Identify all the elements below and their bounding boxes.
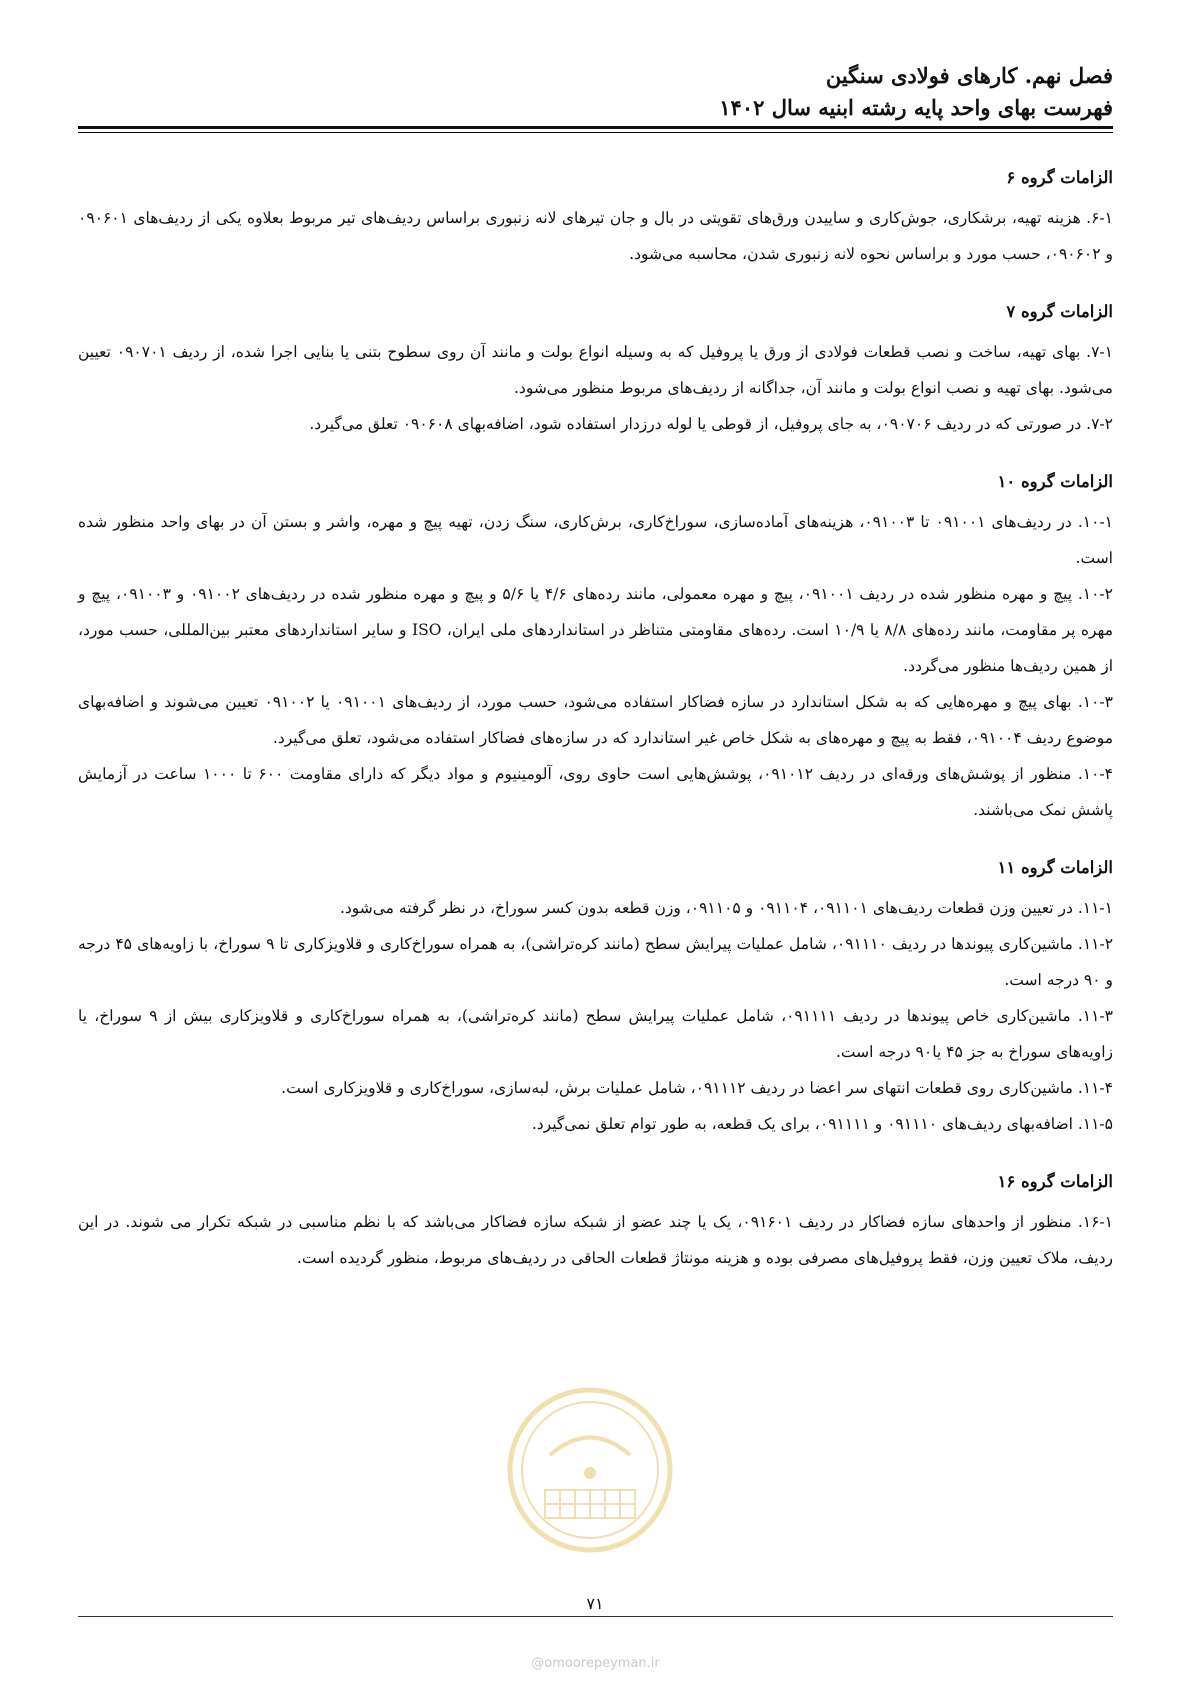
paragraph-item: ۷-۱. بهای تهیه، ساخت و نصب قطعات فولادی از ورق یا پروفیل که به وسیله انواع بولت و مانند آن روی سطوح بتنی یا بنایی اجرا شده، از ردیف ۰۹۰۷۰۱ تعیین می‌شود. بهای تهیه و نصب انواع بولت و مانند آن، جداگانه از ردیف‌های مربوط منظور می‌شود. [78, 343, 1113, 397]
paragraph-item: ۱۶-۱. منظور از واحدهای سازه فضاکار در ردیف ۰۹۱۶۰۱، یک یا چند عضو از شبکه سازه فضاکار می‌باشد که با نظم مناسبی در شبکه تکرار می شوند. در این ردیف، ملاک تعیین وزن، فقط پروفیل‌های مصرفی بوده و هزینه مونتاژ قطعات الحاقی در ردیف‌های مربوط، منظور گردیده است. [78, 1213, 1113, 1267]
paragraph-item: ۱۱-۱. در تعیین وزن قطعات ردیف‌های ۰۹۱۱۰۱، ۰۹۱۱۰۴ و ۰۹۱۱۰۵، وزن قطعه بدون کسر سوراخ، در نظر گرفته می‌شود. [339, 899, 1113, 917]
paragraph-item: ۱۰-۴. منظور از پوشش‌های ورقه‌ای در ردیف ۰۹۱۰۱۲، پوشش‌هایی است حاوی روی، آلومینیوم و مواد دیگر که دارای مقاومت ۶۰۰ تا ۱۰۰۰ ساعت در آزمایش پاشش نمک می‌باشند. [78, 765, 1113, 819]
paragraph-item: ۱۱-۵. اضافه‌بهای ردیف‌های ۰۹۱۱۱۰ و ۰۹۱۱۱۱، برای یک قطعه، به طور توام تعلق نمی‌گیرد. [531, 1115, 1113, 1133]
header-rule-thin [78, 132, 1113, 133]
section-group-6 [78, 160, 1113, 272]
section-title: الزامات گروه ۶ [1006, 168, 1113, 187]
section-title: الزامات گروه ۷ [1006, 302, 1113, 321]
section-group-10 [78, 464, 1113, 828]
section-group-7 [78, 294, 1113, 442]
page-number: ۷۱ [586, 1594, 604, 1613]
paragraph-item: ۱۱-۳. ماشین‌کاری خاص پیوندها در ردیف ۰۹۱۱۱۱، شامل عملیات پیرایش سطح (مانند کره‌تراشی)، به همراه سوراخ‌کاری و قلاویزکاری بیش از ۹ سوراخ، یا زاویه‌های سوراخ به جز ۴۵ یا۹۰ درجه است. [78, 1007, 1113, 1061]
chapter-title: فصل نهم. کارهای فولادی سنگین [825, 63, 1113, 88]
section-title: الزامات گروه ۱۶ [997, 1172, 1113, 1191]
paragraph-item: ۱۱-۴. ماشین‌کاری روی قطعات انتهای سر اعضا در ردیف ۰۹۱۱۱۲، شامل عملیات برش، لبه‌سازی، سوراخ‌کاری و قلاویزکاری است. [281, 1079, 1113, 1097]
paragraph-item: ۶-۱. هزینه تهیه، برشکاری، جوش‌کاری و ساییدن ورق‌های تقویتی در بال و جان تیرهای لانه زنبوری براساس ردیف‌های تیر مربوط بعلاوه یکی از ردیف‌های ۰۹۰۶۰۱ و ۰۹۰۶۰۲، حسب مورد و براساس نحوه لانه زنبوری شدن، محاسبه می‌شود. [78, 209, 1113, 263]
section-group-16 [78, 1164, 1113, 1276]
book-title: فهرست بهای واحد پایه رشته ابنیه سال ۱۴۰۲ [719, 95, 1113, 120]
paragraph-item: ۱۰-۲. پیچ و مهره منظور شده در ردیف ۰۹۱۰۰۱، پیچ و مهره معمولی، مانند رده‌های ۴/۶ یا ۵/۶ و پیچ و مهره منظور شده در ردیف‌های ۰۹۱۰۰۲ و ۰۹۱۰۰۳، پیچ و مهره پر مقاومت، مانند رده‌های ۸/۸ یا ۱۰/۹ است. رده‌های مقاومتی متناظر در استانداردهای ملی ایران، ISO و سایر استانداردهای معتبر بین‌المللی، حسب مورد، از همین ردیف‌ها منظور می‌گردد. [78, 585, 1114, 675]
paragraph-item: ۱۰-۱. در ردیف‌های ۰۹۱۰۰۱ تا ۰۹۱۰۰۳، هزینه‌های آماده‌سازی، سوراخ‌کاری، برش‌کاری، سنگ زدن، تهیه پیچ و مهره، واشر و بستن آن در بهای واحد منظور شده است. [78, 513, 1114, 567]
paragraph-item: ۷-۲. در صورتی که در ردیف ۰۹۰۷۰۶، به جای پروفیل، از قوطی یا لوله درزدار استفاده شود، اضافه‌بهای ۰۹۰۶۰۸ تعلق می‌گیرد. [309, 415, 1113, 433]
header-rule-thick [78, 126, 1113, 129]
paragraph-item: ۱۱-۲. ماشین‌کاری پیوندها در ردیف ۰۹۱۱۱۰، شامل عملیات پیرایش سطح (مانند کره‌تراشی)، به همراه سوراخ‌کاری و قلاویزکاری تا ۹ سوراخ، با زاویه‌های ۴۵ درجه و ۹۰ درجه است. [78, 935, 1114, 989]
paragraph-item: ۱۰-۳. بهای پیچ و مهره‌هایی که به شکل استاندارد در سازه فضاکار استفاده می‌شود، حسب مورد، از ردیف‌های ۰۹۱۰۰۱ یا ۰۹۱۰۰۲ تعیین می‌شوند و اضافه‌بهای موضوع ردیف ۰۹۱۰۰۴، فقط به پیچ و مهره‌های به شکل خاص غیر استاندارد که در سازه‌های فضاکار استفاده می‌شود، تعلق می‌گیرد. [78, 693, 1113, 747]
watermark-seal-icon [505, 1385, 675, 1555]
section-group-11 [78, 850, 1113, 1142]
section-title: الزامات گروه ۱۱ [997, 858, 1113, 877]
page-content [78, 160, 1113, 1298]
page-header [78, 60, 1113, 124]
site-watermark-text: @omoorepeyman.ir [531, 1656, 660, 1671]
section-title: الزامات گروه ۱۰ [997, 472, 1113, 491]
footer-rule [78, 1616, 1113, 1617]
